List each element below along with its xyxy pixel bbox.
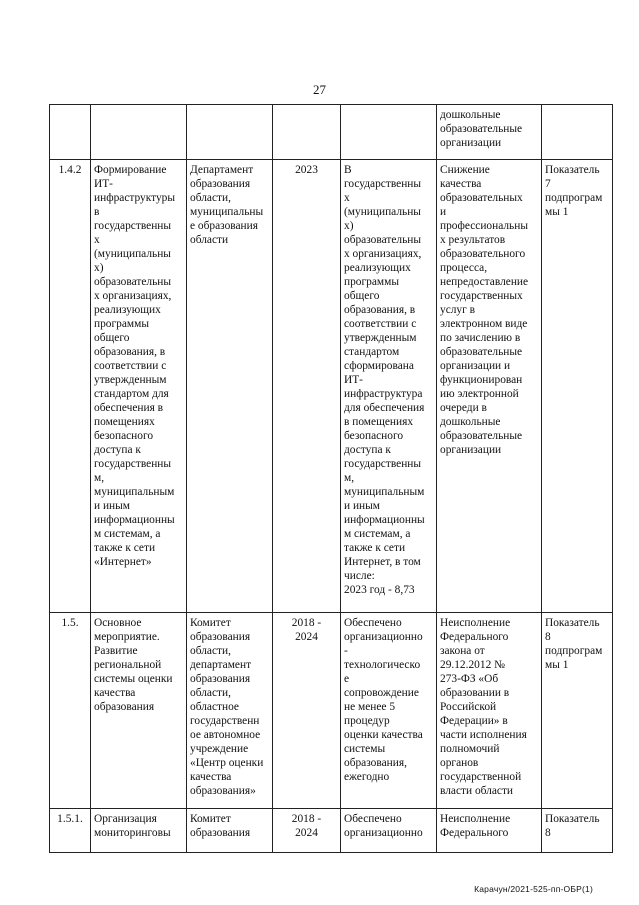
cell-measure-name: Формирование ИТ- инфраструктуры в государственны х (муниципальны х) образовательны х организациях, реализующих программы общего образования, в соответствии с утвержденным стандартом для обеспечения в помещениях безопасного доступа к государственны м, муниципальным и иным информационны м системам, а также к сети «Интернет» <box>91 160 187 613</box>
table-row <box>50 613 613 809</box>
cell-executor: Департамент образования области, муниципальны е образования области <box>187 160 273 613</box>
cell-number: 1.5. <box>50 613 91 809</box>
cell-number: 1.5.1. <box>50 809 91 853</box>
cell-indicator: Показатель 8 <box>542 809 613 853</box>
cell-expected-result: В государственны х (муниципальны х) образовательны х организациях, реализующих программы общего образования, в соответствии с утвержденным стандартом сформирована ИТ- инфраструктура для обеспечения в помещениях безопасного доступа к государственны м, муниципальным и иным информационны м системам, а также к сети Интернет, в том числе: 2023 год - 8,73 <box>341 160 437 613</box>
cell-measure-name: Основное мероприятие. Развитие региональной системы оценки качества образования <box>91 613 187 809</box>
cell-years <box>273 105 341 160</box>
cell-indicator <box>542 105 613 160</box>
cell-years: 2018 - 2024 <box>273 613 341 809</box>
table-row <box>50 809 613 853</box>
cell-executor: Комитет образования области, департамент образования области, областное государственн ое автономное учреждение «Центр оценки качества образования» <box>187 613 273 809</box>
cell-expected-result: Обеспечено организационно - технологическо е сопровождение не менее 5 процедур оценки качества системы образования, ежегодно <box>341 613 437 809</box>
cell-indicator: Показатель 8 подпрограм мы 1 <box>542 613 613 809</box>
cell-measure-name <box>91 105 187 160</box>
document-code: Карачун/2021-525-пп-ОБР(1) <box>474 884 593 894</box>
cell-expected-result <box>341 105 437 160</box>
cell-consequences: Неисполнение Федерального закона от 29.12.2012 № 273-ФЗ «Об образовании в Российской Федерации» в части исполнения полномочий органов государственной власти области <box>437 613 542 809</box>
cell-measure-name: Организация мониторинговы <box>91 809 187 853</box>
table-row <box>50 160 613 613</box>
cell-consequences: Снижение качества образовательных и профессиональны х результатов образовательного процесса, непредоставление государственных услуг в электронном виде по зачислению в образовательные организации и функционирован ию электронной очереди в дошкольные образовательные организации <box>437 160 542 613</box>
measures-table <box>49 104 613 853</box>
cell-number <box>50 105 91 160</box>
cell-expected-result: Обеспечено организационно <box>341 809 437 853</box>
cell-consequences: Неисполнение Федерального <box>437 809 542 853</box>
cell-indicator: Показатель 7 подпрограм мы 1 <box>542 160 613 613</box>
cell-years: 2023 <box>273 160 341 613</box>
page-number: 27 <box>313 82 326 97</box>
cell-executor <box>187 105 273 160</box>
cell-consequences: дошкольные образовательные организации <box>437 105 542 160</box>
cell-executor: Комитет образования <box>187 809 273 853</box>
cell-years: 2018 - 2024 <box>273 809 341 853</box>
cell-number: 1.4.2 <box>50 160 91 613</box>
table-row <box>50 105 613 160</box>
